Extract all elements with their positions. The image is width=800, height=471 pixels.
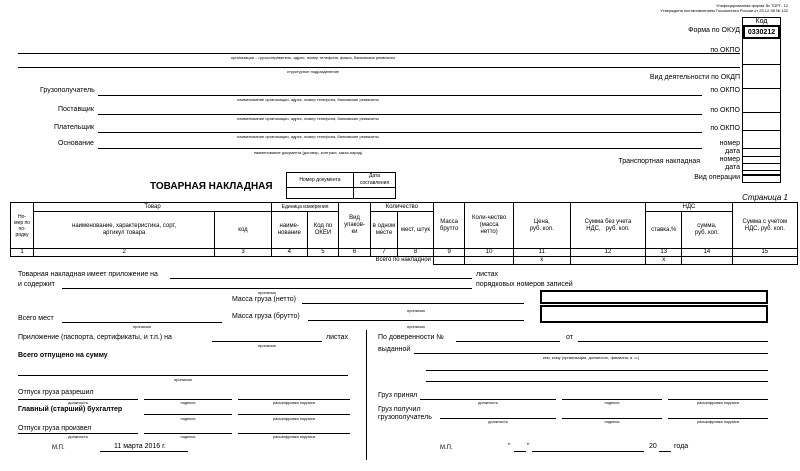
contains-hint: прописью — [257, 290, 277, 295]
places-line[interactable] — [62, 322, 222, 323]
okpo-label-receiver: по ОКПО — [710, 87, 740, 94]
total-sum-no-vat[interactable] — [570, 257, 646, 265]
doc-number-cell[interactable] — [287, 188, 354, 199]
signature-hint: подпись — [604, 419, 620, 424]
net-weight-label: Масса груза (нетто) — [232, 296, 296, 303]
consignee-label: Грузополучатель — [40, 87, 95, 94]
col-mest-header: мест, штук — [398, 212, 434, 249]
col-number: 2 — [34, 249, 215, 257]
places-label: Всего мест — [18, 315, 54, 322]
name-hint: расшифровка подписи — [272, 416, 316, 421]
sender-hint: организация – грузоотправитель, адрес, номер телефона, факса, банковские реквизиты — [230, 55, 396, 60]
okud-code[interactable]: 0330212 — [743, 26, 780, 39]
release-date[interactable]: 11 марта 2016 г. — [114, 443, 166, 450]
basis-label: Основание — [58, 140, 94, 147]
col-name-header: наименование, характеристика, сорт, артикул товара — [34, 212, 215, 249]
chief-accountant-label: Главный (старший) бухгалтер — [18, 406, 123, 413]
operation-code[interactable] — [742, 175, 781, 183]
issued-label: выданной — [378, 346, 411, 353]
signature-hint: подпись — [604, 400, 620, 405]
position-hint: должность — [488, 419, 508, 424]
supplier-line[interactable] — [98, 114, 702, 115]
appendix-line[interactable] — [170, 278, 472, 279]
quote-right: " — [527, 443, 530, 450]
col-unit-header: Единица измерения — [271, 203, 338, 212]
col-number: 1 — [11, 249, 34, 257]
okdp-code[interactable] — [743, 65, 780, 89]
supplier-label: Поставщик — [58, 106, 94, 113]
gross-weight-box[interactable] — [540, 305, 768, 323]
accountant-name-line[interactable] — [238, 414, 350, 415]
release-done-label: Отпуск груза произвел — [18, 425, 92, 432]
goods-table — [10, 202, 798, 265]
col-okei-header: Код по ОКЕИ — [307, 212, 339, 249]
total-released-hint: прописью — [173, 377, 193, 382]
col-number: 6 — [339, 249, 371, 257]
doc-date-header: Дата составления — [354, 173, 396, 188]
net-weight-box[interactable] — [540, 290, 768, 304]
col-kolvo-header: Количество — [370, 203, 433, 212]
attachments-listah: листах — [326, 334, 349, 341]
okpo-code-receiver[interactable] — [743, 89, 780, 113]
bottom-divider — [366, 330, 367, 460]
codes-column — [742, 17, 781, 175]
cargo-accepted-label: Груз принял — [378, 392, 418, 399]
total-nds[interactable] — [682, 257, 733, 265]
total-stavka-x: x — [646, 257, 682, 265]
page-label: Страница 1 — [742, 193, 788, 202]
col-tovar-header: Товар — [34, 203, 272, 212]
position-hint: должность — [68, 434, 88, 439]
attachments-hint: прописью — [257, 343, 277, 348]
basis-date-label: дата — [725, 148, 740, 155]
places-hint: прописью — [132, 324, 152, 329]
gross-weight-label: Масса груза (брутто) — [232, 313, 300, 320]
issued-hint: кем, кому (организация, должность, фамилия, и. о.) — [542, 355, 640, 360]
name-hint: расшифровка подписи — [272, 434, 316, 439]
payer-hint: наименование организации, адрес, номер телефона, банковские реквизиты — [237, 134, 379, 139]
contains-label: и содержит — [18, 281, 55, 288]
basis-number[interactable] — [743, 149, 780, 157]
supplier-hint: наименование организации, адрес, номер телефона, банковские реквизиты — [237, 116, 379, 121]
issued-line-2[interactable] — [426, 370, 768, 371]
col-number: 3 — [215, 249, 272, 257]
stamp-label-left: М.П. — [52, 445, 65, 451]
gross-weight-hint: прописью — [406, 324, 426, 329]
position-hint: должность — [478, 400, 498, 405]
issued-line-3[interactable] — [426, 381, 768, 382]
okpo-label-sender: по ОКПО — [710, 47, 740, 54]
col-number: 8 — [398, 249, 434, 257]
basis-number-label: номер — [719, 140, 740, 147]
issued-line[interactable] — [414, 353, 768, 354]
cargo-received-label: Груз получил грузополучатель — [378, 406, 432, 421]
col-number: 12 — [570, 249, 646, 257]
column-numbers-row — [11, 249, 798, 257]
col-v-odnom-header: в одном месте — [370, 212, 397, 249]
totals-row — [11, 257, 798, 265]
records-label: порядковых номеров записей — [476, 281, 573, 288]
transport-number-label: номер — [719, 156, 740, 163]
power-of-attorney-line[interactable] — [456, 341, 560, 342]
okpo-label-payer: по ОКПО — [710, 125, 740, 132]
signature-hint: подпись — [180, 434, 196, 439]
col-number: 4 — [271, 249, 307, 257]
okud-label: Форма по ОКУД — [688, 27, 740, 34]
col-number: 15 — [732, 249, 797, 257]
gross-weight-line[interactable] — [308, 320, 524, 321]
receipt-day-line[interactable] — [514, 451, 526, 452]
doc-number-header: Номер документа — [287, 173, 354, 188]
transport-date-label: дата — [725, 164, 740, 171]
okpo-code-sender[interactable] — [743, 39, 780, 65]
col-number: 9 — [433, 249, 465, 257]
col-no-header: Но- мер по по- рядку — [11, 203, 34, 249]
department-hint: структурное подразделение — [286, 69, 340, 74]
form-reference — [660, 3, 788, 13]
codes-header: Код — [743, 18, 780, 26]
transport-number[interactable] — [743, 164, 780, 171]
transport-label: Транспортная накладная — [618, 158, 700, 165]
payer-line[interactable] — [98, 132, 702, 133]
col-unit-name-header: наиме- нование — [271, 212, 307, 249]
okdp-label: Вид деятельности по ОКДП — [649, 74, 740, 81]
doc-date-cell[interactable] — [354, 188, 396, 199]
col-number: 10 — [465, 249, 513, 257]
col-nds-sum-header: сумма, руб. коп. — [682, 212, 733, 249]
release-date-line — [100, 451, 188, 452]
col-stavka-header: ставка,% — [646, 212, 682, 249]
document-title: ТОВАРНАЯ НАКЛАДНАЯ — [150, 181, 273, 192]
power-of-attorney-label: По доверенности № — [378, 334, 444, 341]
col-sum-no-vat-header: Сумма без учета НДС, руб. коп. — [570, 203, 646, 249]
total-with-vat[interactable] — [732, 257, 797, 265]
year-prefix: 20 — [649, 443, 657, 450]
name-hint: расшифровка подписи — [696, 419, 740, 424]
total-massa[interactable] — [433, 257, 465, 265]
totals-label: Всего по накладной — [375, 257, 431, 264]
year-suffix: года — [674, 443, 689, 450]
total-released-line[interactable] — [18, 375, 348, 376]
quote-left: " — [508, 443, 511, 450]
poa-date-line[interactable] — [578, 341, 768, 342]
consignee-line[interactable] — [98, 95, 702, 96]
position-hint: должность — [68, 400, 88, 405]
signature-hint: подпись — [180, 416, 196, 421]
net-weight-line[interactable] — [302, 303, 524, 304]
name-hint: расшифровка подписи — [272, 400, 316, 405]
form-number-note: Унифицированная форма № ТОРГ- 12 — [716, 3, 788, 8]
col-nds-header: НДС — [646, 203, 732, 212]
col-massa-header: Масса брутто — [433, 203, 465, 249]
consignee-hint: наименование организации, адрес, номер телефона, банковские реквизиты — [237, 97, 379, 102]
receipt-month-line[interactable] — [532, 451, 644, 452]
col-kod-header: код — [215, 212, 272, 249]
stamp-label-right: М.П. — [440, 445, 453, 451]
col-number: 13 — [646, 249, 682, 257]
appendix-label: Товарная накладная имеет приложение на — [18, 271, 158, 278]
release-allowed-label: Отпуск груза разрешил — [18, 389, 94, 396]
receipt-year-line[interactable] — [659, 451, 671, 452]
okpo-code-supplier[interactable] — [743, 113, 780, 131]
doc-number-date-table — [286, 172, 396, 199]
basis-line[interactable] — [98, 148, 702, 149]
signature-hint: подпись — [180, 400, 196, 405]
net-weight-hint: прописью — [406, 308, 426, 313]
poa-date-label: от — [566, 334, 573, 341]
col-total-header: Сумма с учетом НДС, руб. коп. — [732, 203, 797, 249]
total-price-x: x — [513, 257, 570, 265]
okpo-label-supplier: по ОКПО — [710, 107, 740, 114]
okpo-code-payer[interactable] — [743, 131, 780, 149]
contains-line[interactable] — [62, 288, 472, 289]
attachments-label: Приложение (паспорта, сертификаты, и т.п.) на — [18, 334, 172, 341]
appendix-listah: листах — [476, 271, 499, 278]
sender-line[interactable] — [18, 53, 740, 54]
operation-label: Вид операции — [694, 174, 740, 181]
attachments-line[interactable] — [212, 341, 322, 342]
payer-label: Плательщик — [54, 124, 95, 131]
col-price-header: Цена, руб. коп. — [513, 203, 570, 249]
col-number: 11 — [513, 249, 570, 257]
total-released-label: Всего отпущено на сумму — [18, 352, 108, 359]
basis-date[interactable] — [743, 157, 780, 164]
accountant-signature-line[interactable] — [144, 414, 232, 415]
col-netto-header: Коли-чество (масса нетто) — [465, 203, 513, 249]
col-number: 7 — [370, 249, 397, 257]
col-number: 5 — [307, 249, 339, 257]
col-number: 14 — [682, 249, 733, 257]
basis-hint: наименование документа (договор, контракт, заказ-наряд) — [253, 150, 363, 155]
form-approval-note: Утверждена постановлением Госкомстата России от 25.12.98 № 132 — [660, 8, 788, 13]
col-vid-header: Вид упаков- ки — [339, 203, 371, 249]
name-hint: расшифровка подписи — [696, 400, 740, 405]
department-line[interactable] — [18, 67, 740, 68]
total-netto[interactable] — [465, 257, 513, 265]
